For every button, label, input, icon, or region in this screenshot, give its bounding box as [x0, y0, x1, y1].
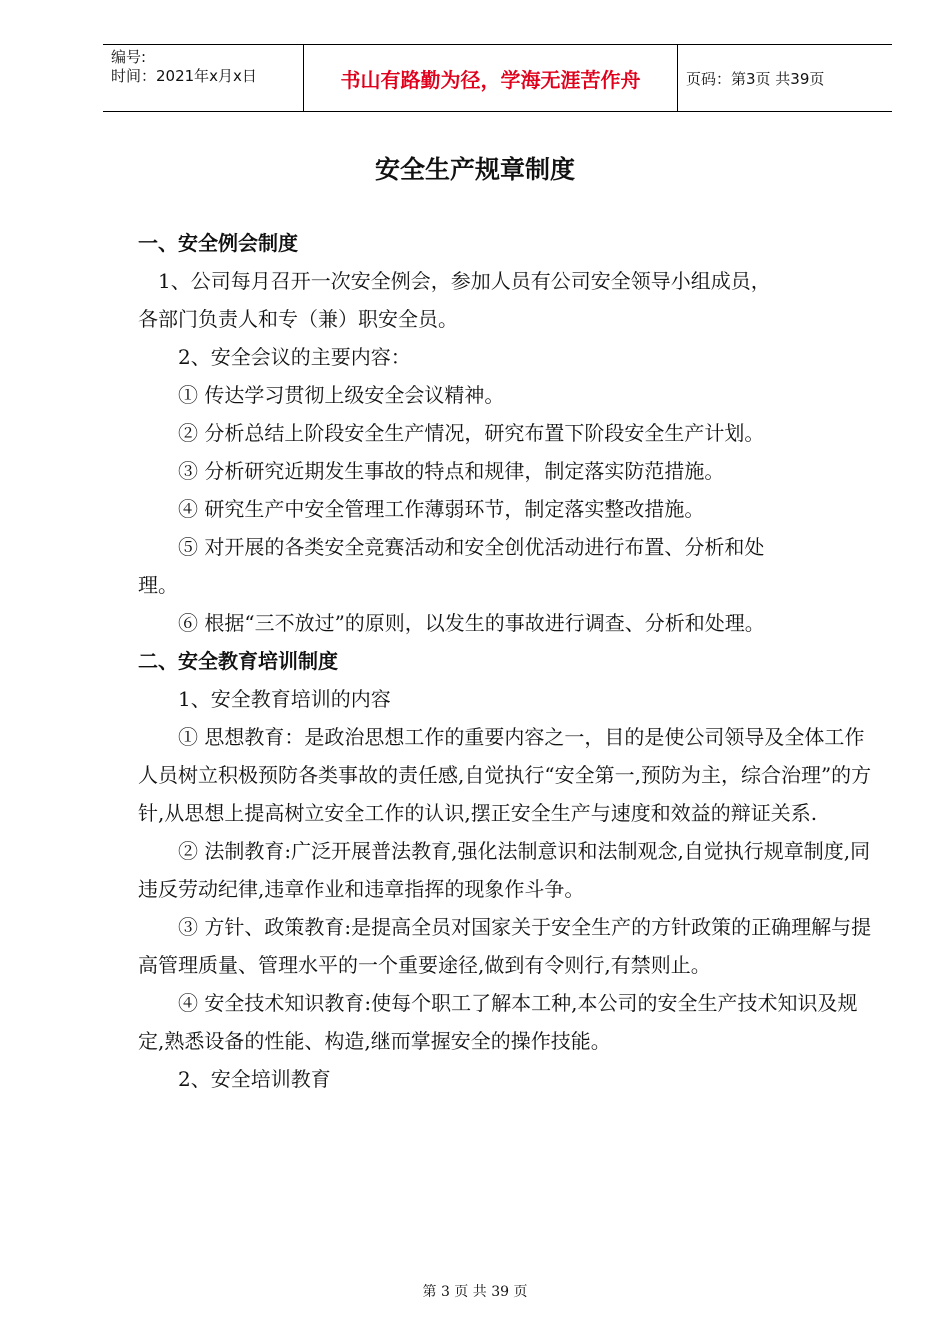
- section-2-heading: 二、安全教育培训制度: [138, 649, 338, 673]
- document-body: [138, 224, 878, 1098]
- section-2-item-1: 1、安全教育培训的内容: [138, 687, 391, 711]
- section-1-sub-1: ① 传达学习贯彻上级安全会议精神。: [138, 383, 505, 407]
- section-2-paragraph-3: ③ 方针、政策教育:是提高全员对国家关于安全生产的方针政策的正确理解与提高管理质量、管理水平的一个重要途径,做到有令则行,有禁则止。: [138, 915, 872, 977]
- section-1-item-1-line-1: 1、公司每月召开一次安全例会，参加人员有公司安全领导小组成员，: [138, 269, 771, 293]
- page-header: [103, 44, 892, 112]
- document-title: 安全生产规章制度: [374, 155, 575, 184]
- section-1-item-2: 2、安全会议的主要内容：: [138, 345, 411, 369]
- section-1-sub-6: ⑥ 根据“三不放过”的原则，以发生的事故进行调查、分析和处理。: [138, 611, 765, 635]
- section-2-paragraph-4: ④ 安全技术知识教育:使每个职工了解本工种,本公司的安全生产技术知识及规定,熟悉设备的性能、构造,继而掌握安全的操作技能。: [138, 991, 858, 1053]
- page-footer: 第 3 页 共 39 页: [422, 1284, 528, 1300]
- section-1-sub-2: ② 分析总结上阶段安全生产情况，研究布置下阶段安全生产计划。: [138, 421, 765, 445]
- section-2-paragraph-2: ② 法制教育:广泛开展普法教育,强化法制意识和法制观念,自觉执行规章制度,同违反劳动纪律,违章作业和违章指挥的现象作斗争。: [138, 839, 871, 901]
- section-1-sub-4: ④ 研究生产中安全管理工作薄弱环节，制定落实整改措施。: [138, 497, 705, 521]
- section-2-item-2: 2、安全培训教育: [138, 1067, 331, 1091]
- header-page-label: 页码：第3页 共39页: [686, 69, 825, 88]
- section-1-sub-5-line-1: ⑤ 对开展的各类安全竞赛活动和安全创优活动进行布置、分析和处: [138, 535, 765, 559]
- document-number-label: 编号:: [111, 48, 147, 66]
- section-2-paragraph-1: ① 思想教育：是政治思想工作的重要内容之一，目的是使公司领导及全体工作人员树立积极预防各类事故的责任感,自觉执行“安全第一,预防为主，综合治理”的方针,从思想上提高树立安全工作的认识,摆正安全生产与速度和效益的辩证关系.: [138, 725, 872, 825]
- section-1-sub-3: ③ 分析研究近期发生事故的特点和规律，制定落实防范措施。: [138, 459, 725, 483]
- header-meta: [103, 45, 304, 111]
- section-1-heading: 一、安全例会制度: [138, 231, 298, 255]
- document-time-label: 时间：2021年x月x日: [111, 67, 257, 85]
- section-1-sub-5-line-2: 理。: [138, 573, 178, 597]
- section-1-item-1-line-2: 各部门负责人和专（兼）职安全员。: [138, 307, 458, 331]
- header-motto: 书山有路勤为径，学海无涯苦作舟: [304, 45, 678, 111]
